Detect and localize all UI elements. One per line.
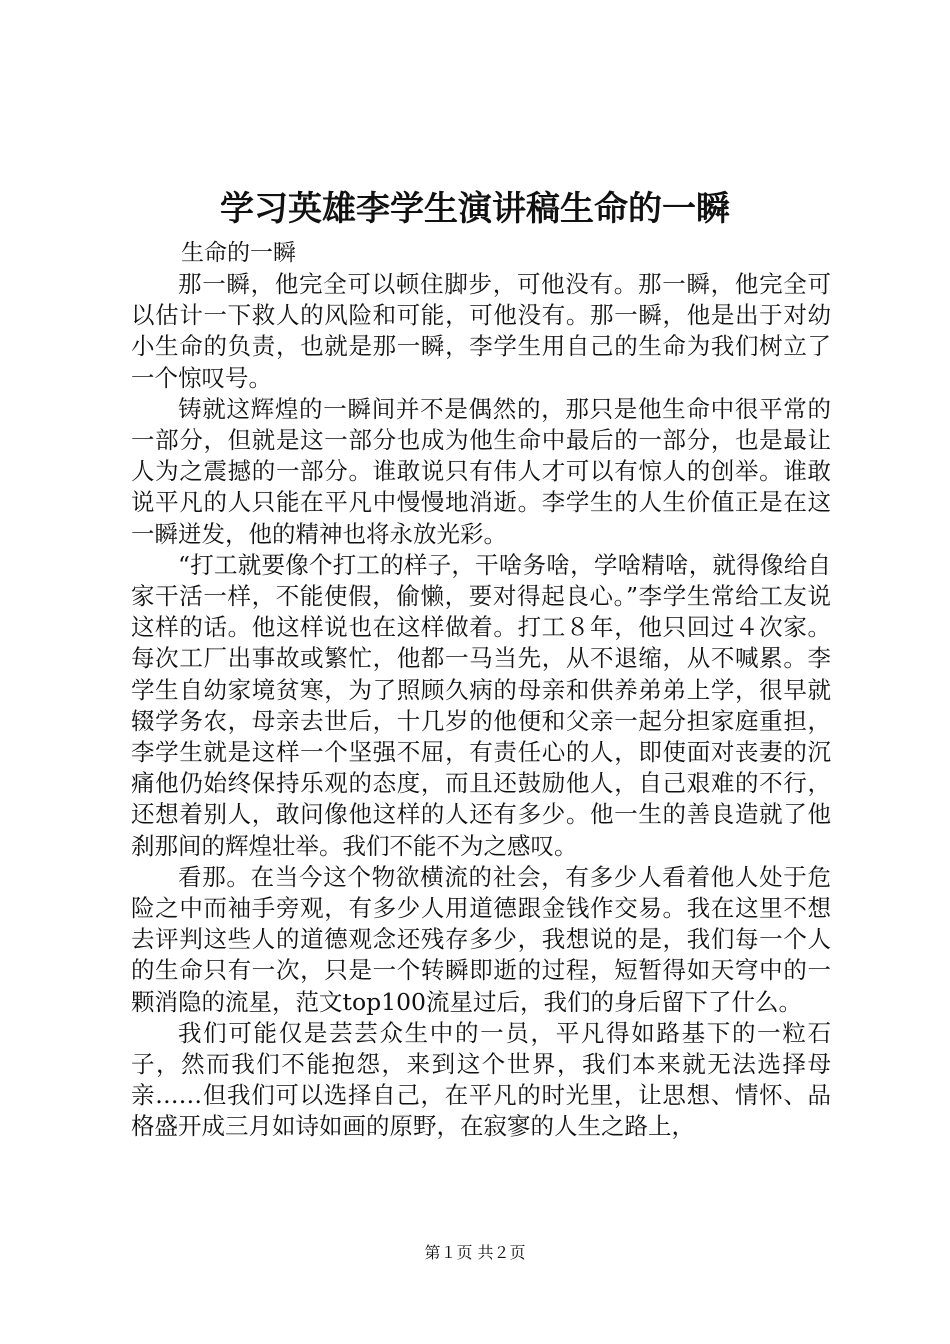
paragraph-2: 铸就这辉煌的一瞬间并不是偶然的，那只是他生命中很平常的一部分，但就是这一部分也成为他生命中最后的一部分，也是最让人为之震撼的一部分。谁敢说只有伟人才可以有惊人的创举。谁敢说平凡的人只能在平凡中慢慢地消逝。李学生的人生价值正是在这一瞬迸发，他的精神也将永放光彩。 <box>131 394 831 548</box>
paragraph-3: “打工就要像个打工的样子，干啥务啥，学啥精啥，就得像给自家干活一样，不能使假，偷懒，要对得起良心。”李学生常给工友说这样的话。他这样说也在这样做着。打工８年，他只回过４次家。每次工厂出事故或繁忙，他都一马当先，从不退缩，从不喊累。李学生自幼家境贫寒，为了照顾久病的母亲和供养弟弟上学，很早就辍学务农，母亲去世后，十几岁的他便和父亲一起分担家庭重担，李学生就是这样一个坚强不屈，有责任心的人，即使面对丧妻的沉痛他仍始终保持乐观的态度，而且还鼓励他人，自己艰难的不行，还想着别人，敢问像他这样的人还有多少。他一生的善良造就了他刹那间的辉煌壮举。我们不能不为之感叹。 <box>131 550 831 860</box>
page-footer: 第１页 共２页 <box>424 1243 526 1262</box>
paragraph-1: 那一瞬，他完全可以顿住脚步，可他没有。那一瞬，他完全可以估计一下救人的风险和可能，可他没有。那一瞬，他是出于对幼小生命的负责，也就是那一瞬，李学生用自己的生命为我们树立了一个惊叹号。 <box>131 270 831 392</box>
paragraph-5: 我们可能仅是芸芸众生中的一员，平凡得如路基下的一粒石子，然而我们不能抱怨，来到这个世界，我们本来就无法选择母亲……但我们可以选择自己，在平凡的时光里，让思想、情怀、品格盛开成三月如诗如画的原野，在寂寥的人生之路上， <box>131 1018 831 1141</box>
paragraph-4: 看那。在当今这个物欲横流的社会，有多少人看着他人处于危险之中而袖手旁观，有多少人用道德跟金钱作交易。我在这里不想去评判这些人的道德观念还残存多少，我想说的是，我们每一个人的生命只有一次，只是一个转瞬即逝的过程，短暂得如天穹中的一颗消隐的流星，范文top100流星过后，我们的身后留下了什么。 <box>131 862 831 1016</box>
document-subtitle: 生命的一瞬 <box>181 240 296 266</box>
document-body <box>131 269 831 1143</box>
document-title: 学习英雄李学生演讲稿生命的一瞬 <box>220 189 730 229</box>
